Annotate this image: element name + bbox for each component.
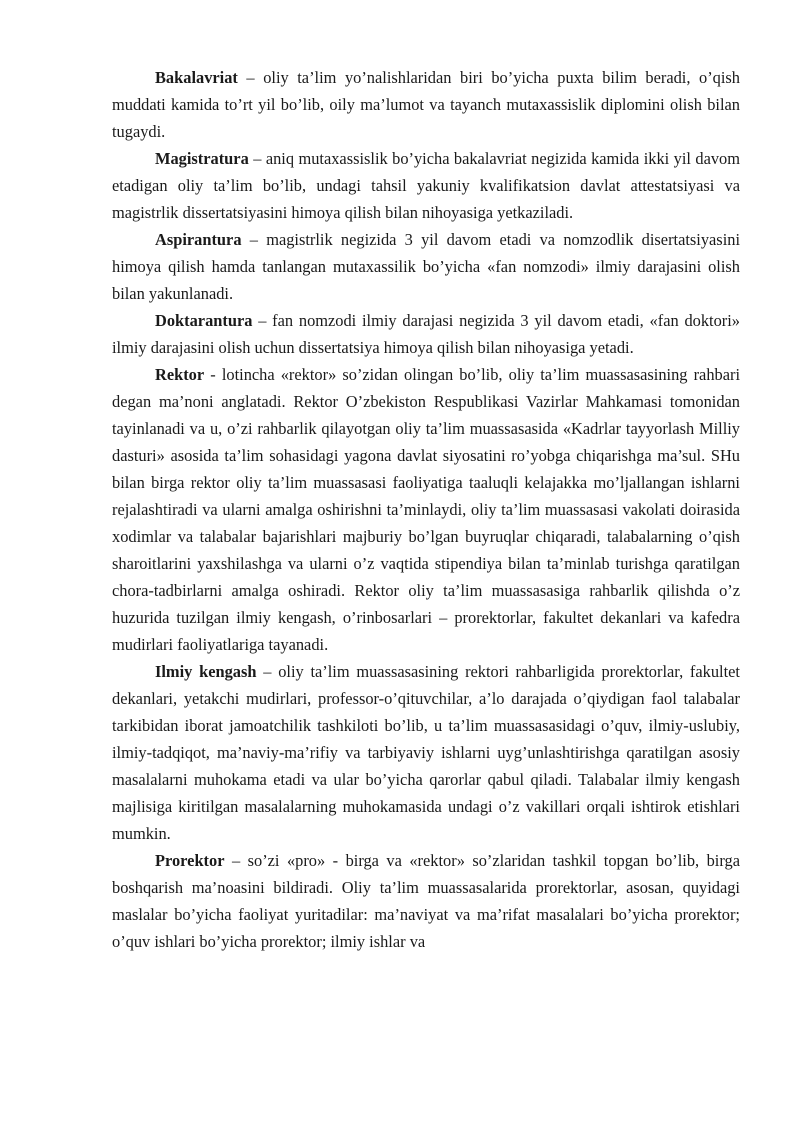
definition-aspirantura: – magistrlik negizida 3 yil davom etadi va nomzodlik disertatsiyasini himoya qilish hamda tanlangan mutaxassilik bo’yicha «fan nomzodi» ilmiy darajasini olish bilan yakunlanadi. bbox=[112, 230, 740, 303]
term-doktarantura: Doktarantura bbox=[155, 311, 253, 330]
definition-bakalavriat: – oliy ta’lim yo’nalishlaridan biri bo’yicha puxta bilim beradi, o’qish muddati kamida to’rt yil bo’lib, oily ma’lumot va tayanch mutaxassislik diplomini olish bilan tugaydi. bbox=[112, 68, 740, 141]
paragraph-aspirantura bbox=[112, 226, 740, 307]
definition-doktarantura: – fan nomzodi ilmiy darajasi negizida 3 yil davom etadi, «fan doktori» ilmiy darajasini olish uchun dissertatsiya himoya qilish bilan nihoyasiga yetadi. bbox=[112, 311, 740, 357]
paragraph-rektor bbox=[112, 361, 740, 658]
term-prorektor: Prorektor bbox=[155, 851, 225, 870]
paragraph-magistratura bbox=[112, 145, 740, 226]
term-aspirantura: Aspirantura bbox=[155, 230, 242, 249]
term-ilmiy-kengash: Ilmiy kengash bbox=[155, 662, 257, 681]
paragraph-prorektor bbox=[112, 847, 740, 955]
definition-rektor: - lotincha «rektor» so’zidan olingan bo’lib, oliy ta’lim muassasasining rahbari degan ma’noni anglatadi. Rektor O’zbekiston Respublikasi Vazirlar Mahkamasi tomonidan tayinlanadi va u, o’zi rahbarlik qilayotgan oliy ta’lim muassasasida «Kadrlar tayyorlash Milliy dasturi» asosida ta’lim sohasidagi yagona davlat siyosatini ro’yobga chiqarishga ma’sul. SHu bilan birga rektor oliy ta’lim muassasasi faoliyatiga taaluqli kelajakka mo’ljallangan ishlarni rejalashtiradi va ularni amalga oshirishni ta’minlaydi, oliy ta’lim muassasasi vakolati doirasida xodimlar va talabalar bajarishlari majburiy bo’lgan buyruqlar chiqaradi, talabalarning o’qish sharoitlarini yaxshilashga va ularni o’z vaqtida stipendiya bilan ta’minlab turishga qaratilgan chora-tadbirlarni amalga oshiradi. Rektor oliy ta’lim muassasasiga rahbarlik qilishda o’z huzurida tuzilgan ilmiy kengash, o’rinbosarlari – prorektorlar, fakultet dekanlari va kafedra mudirlari faoliyatlariga tayanadi. bbox=[112, 365, 740, 654]
term-rektor: Rektor bbox=[155, 365, 205, 384]
term-magistratura: Magistratura bbox=[155, 149, 249, 168]
paragraph-ilmiy-kengash bbox=[112, 658, 740, 847]
definition-magistratura: – aniq mutaxassislik bo’yicha bakalavriat negizida kamida ikki yil davom etadigan oliy ta’lim bo’lib, undagi tahsil yakuniy kvalifikatsion davlat attestatsiyasi va magistrlik dissertatsiyasini himoya qilish bilan nihoyasiga yetkaziladi. bbox=[112, 149, 740, 222]
paragraph-bakalavriat bbox=[112, 64, 740, 145]
definition-prorektor: – so’zi «pro» - birga va «rektor» so’zlaridan tashkil topgan bo’lib, birga boshqarish ma’noasini bildiradi. Oliy ta’lim muassasalarida prorektorlar, asosan, quyidagi maslalar bo’yicha faoliyat yuritadilar: ma’naviyat va ma’rifat masalalari bo’yicha prorektor; o’quv ishlari bo’yicha prorektor; ilmiy ishlar va bbox=[112, 851, 740, 951]
document-page bbox=[112, 64, 740, 955]
term-bakalavriat: Bakalavriat bbox=[155, 68, 238, 87]
definition-ilmiy-kengash: – oliy ta’lim muassasasining rektori rahbarligida prorektorlar, fakultet dekanlari, yetakchi mudirlari, professor-o’qituvchilar, a’lo darajada o’qiydigan faol talabalar tarkibidan iborat jamoatchilik tashkiloti bo’lib, u ta’lim muassasasidagi o’quv, ilmiy-uslubiy, ilmiy-tadqiqot, ma’naviy-ma’rifiy va tarbiyaviy ishlarni uyg’unlashtirishga qaratilgan asosiy masalalarni muhokama etadi va ular bo’yicha qarorlar qabul qiladi. Talabalar ilmiy kengash majlisiga kiritilgan masalalarning muhokamasida undagi o’z vakillari orqali ishtirok etishlari mumkin. bbox=[112, 662, 740, 843]
paragraph-doktarantura bbox=[112, 307, 740, 361]
